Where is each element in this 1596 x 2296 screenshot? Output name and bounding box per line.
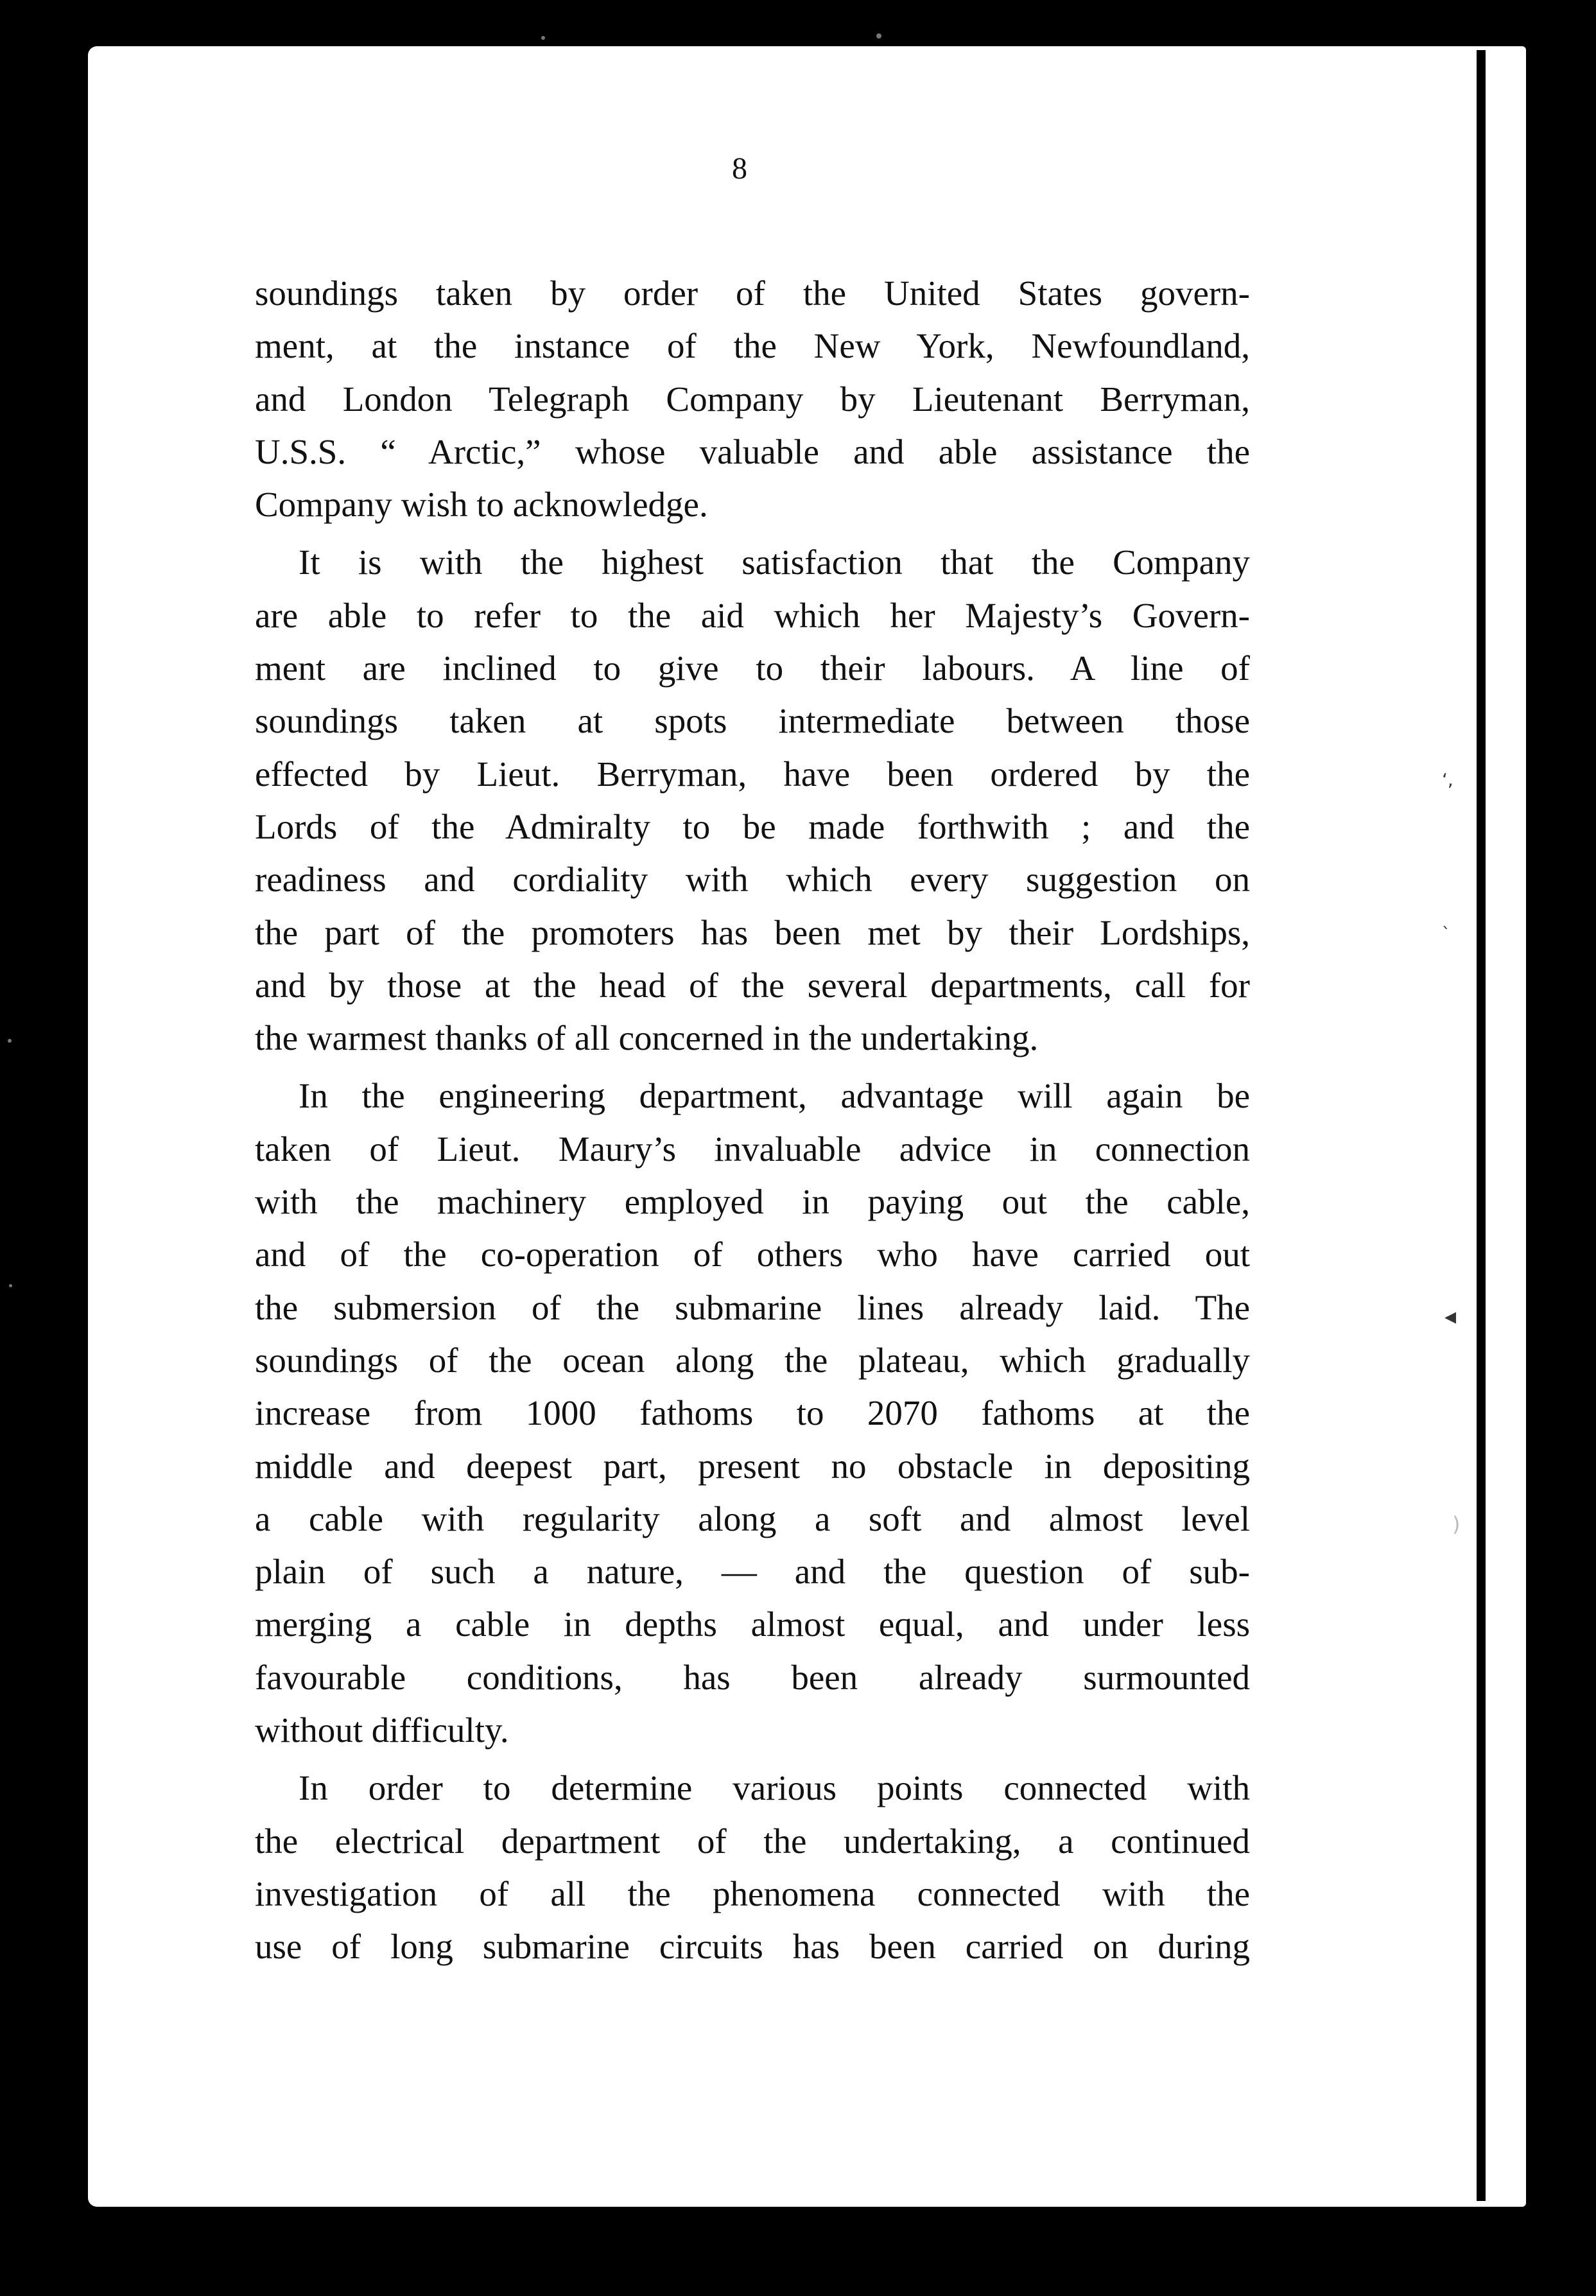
- paragraph: [255, 267, 1250, 531]
- scan-speck: [8, 1039, 12, 1043]
- page-number: 8: [732, 152, 747, 186]
- body-text: [255, 267, 1250, 1979]
- text-line: taken of Lieut. Maury’s invaluable advice in connection: [255, 1129, 1250, 1169]
- text-line: without difficulty.: [255, 1710, 509, 1750]
- text-line: and London Telegraph Company by Lieutenant Berryman,: [255, 379, 1250, 419]
- scan-speck: [876, 33, 881, 39]
- margin-mark: ): [1452, 1512, 1461, 1536]
- text-line: a cable with regularity along a soft and almost level: [255, 1499, 1250, 1538]
- text-line: In order to determine various points connected with: [299, 1768, 1250, 1808]
- margin-mark: ‘,: [1442, 769, 1453, 790]
- text-line: soundings of the ocean along the plateau, which gradually: [255, 1340, 1250, 1380]
- text-line: use of long submarine circuits has been carried on during: [255, 1927, 1250, 1967]
- text-line: favourable conditions, has been already surmounted: [255, 1657, 1250, 1697]
- text-line: merging a cable in depths almost equal, and under less: [255, 1605, 1250, 1644]
- margin-mark: `: [1442, 925, 1450, 944]
- text-line: ment are inclined to give to their labours. A line of: [255, 648, 1250, 688]
- margin-mark: ◂: [1444, 1303, 1457, 1330]
- text-line: Lords of the Admiralty to be made forthwith ; and the: [255, 806, 1250, 846]
- text-line: effected by Lieut. Berryman, have been ordered by the: [255, 754, 1250, 794]
- text-line: Company wish to acknowledge.: [255, 485, 708, 525]
- text-line: soundings taken by order of the United States govern-: [255, 274, 1250, 313]
- page-gutter: [1477, 50, 1486, 2201]
- paragraph: [255, 1070, 1250, 1757]
- text-line: with the machinery employed in paying out the cable,: [255, 1182, 1250, 1222]
- paragraph: [255, 536, 1250, 1065]
- text-line: readiness and cordiality with which every suggestion on: [255, 860, 1250, 900]
- text-line: ment, at the instance of the New York, Newfoundland,: [255, 326, 1250, 366]
- text-line: the electrical department of the undertaking, a continued: [255, 1821, 1250, 1861]
- text-line: the part of the promoters has been met by their Lordships,: [255, 912, 1250, 952]
- text-line: U.S.S. “ Arctic,” whose valuable and able assistance the: [255, 431, 1250, 471]
- text-line: the submersion of the submarine lines already laid. The: [255, 1287, 1250, 1327]
- text-line: and of the co-operation of others who have carried out: [255, 1235, 1250, 1274]
- text-line: are able to refer to the aid which her Majesty’s Govern-: [255, 595, 1250, 635]
- scan-speck: [9, 1284, 12, 1287]
- text-line: and by those at the head of the several departments, call for: [255, 965, 1250, 1005]
- paragraph: [255, 1762, 1250, 1973]
- text-line: increase from 1000 fathoms to 2070 fathoms at the: [255, 1393, 1250, 1433]
- text-line: middle and deepest part, present no obstacle in depositing: [255, 1446, 1250, 1486]
- text-line: plain of such a nature, — and the question of sub-: [255, 1552, 1250, 1592]
- text-line: It is with the highest satisfaction that the Company: [299, 543, 1250, 582]
- text-line: In the engineering department, advantage will again be: [299, 1076, 1250, 1116]
- text-line: investigation of all the phenomena connected with the: [255, 1874, 1250, 1913]
- text-line: the warmest thanks of all concerned in the undertaking.: [255, 1018, 1039, 1058]
- text-line: soundings taken at spots intermediate between those: [255, 701, 1250, 741]
- scan-speck: [541, 36, 545, 40]
